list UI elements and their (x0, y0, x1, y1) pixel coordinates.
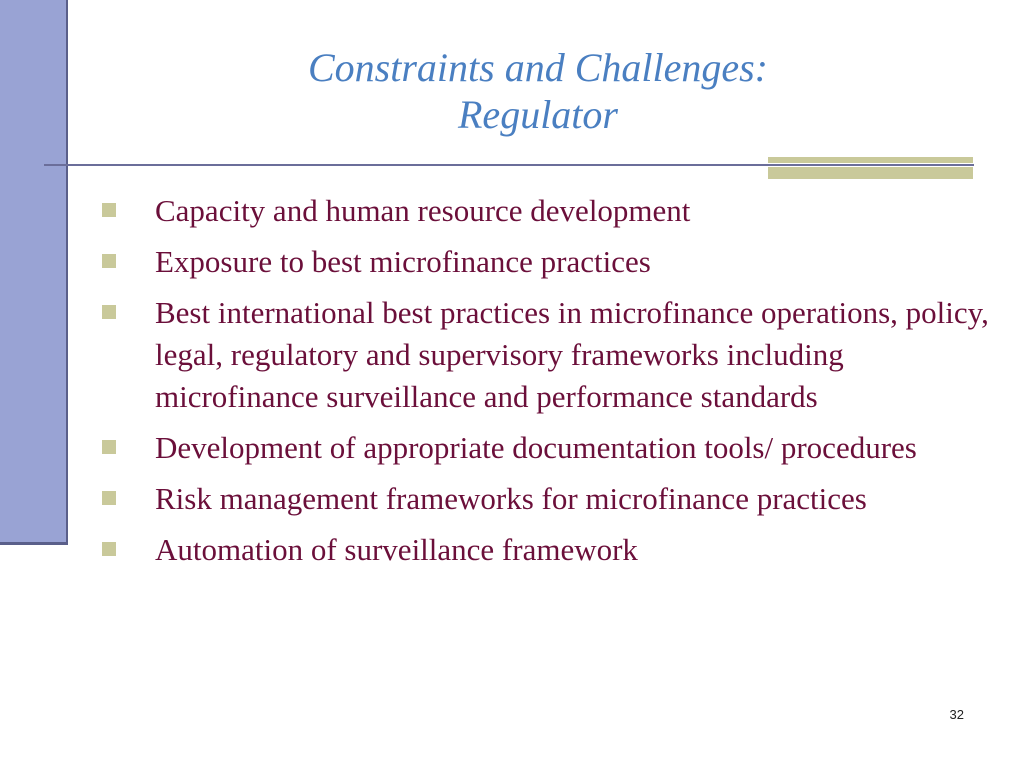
bullet-text: Exposure to best microfinance practices (155, 244, 651, 279)
bullet-item (100, 427, 990, 469)
square-bullet-icon (102, 542, 116, 556)
slide-title-line-1: Constraints and Challenges: (307, 45, 769, 90)
square-bullet-icon (102, 491, 116, 505)
accent-stripes (768, 157, 973, 179)
bullet-item (100, 529, 990, 571)
left-decorative-bar (0, 0, 68, 545)
bullet-text: Best international best practices in microfinance operations, policy, legal, regulatory and supervisory frameworks including microfinance surveillance and performance standards (155, 295, 989, 414)
slide-number: 32 (949, 707, 964, 722)
square-bullet-icon (102, 440, 116, 454)
slide-title-line-2: Regulator (458, 92, 618, 137)
square-bullet-icon (102, 254, 116, 268)
bullet-text: Risk management frameworks for microfinance practices (155, 481, 867, 516)
bullet-item (100, 190, 990, 232)
bullet-text: Automation of surveillance framework (155, 532, 638, 567)
bullet-list (100, 190, 990, 580)
accent-stripe-bottom (768, 167, 973, 179)
accent-stripe-top (768, 157, 973, 163)
bullet-text: Capacity and human resource development (155, 193, 691, 228)
bullet-item (100, 292, 990, 418)
bullet-item (100, 241, 990, 283)
square-bullet-icon (102, 305, 116, 319)
square-bullet-icon (102, 203, 116, 217)
slide-title (100, 44, 976, 138)
bullet-item (100, 478, 990, 520)
bullet-text: Development of appropriate documentation tools/ procedures (155, 430, 917, 465)
